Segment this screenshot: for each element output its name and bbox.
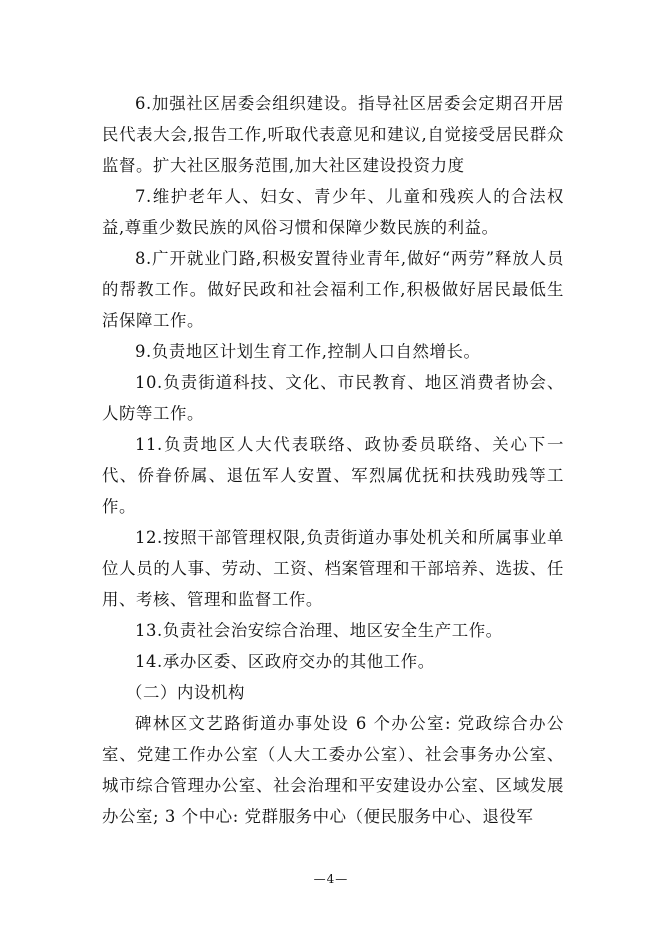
paragraph-item-8: 8.广开就业门路,积极安置待业青年,做好“两劳”释放人员的帮教工作。做好民政和社会福利工作,积极做好居民最低生活保障工作。 [102, 249, 564, 330]
paragraph-item-6: 6.加强社区居委会组织建设。指导社区居委会定期召开居民代表大会,报告工作,听取代表意见和建议,自觉接受居民群众监督。扩大社区服务范围,加大社区建设投资力度 [102, 94, 564, 175]
document-body [102, 88, 564, 832]
paragraph-item-13: 13.负责社会治安综合治理、地区安全生产工作。 [135, 621, 503, 640]
section-heading: （二）内设机构 [126, 683, 245, 702]
section-body-paragraph: 碑林区文艺路街道办事处设 6 个办公室: 党政综合办公室、党建工作办公室（人大工委办公室）、社会事务办公室、城市综合管理办公室、社会治理和平安建设办公室、区域发展办公室; 3 个中心: 党群服务中心（便民服务中心、退役军 [102, 714, 564, 826]
paragraph-item-11: 11.负责地区人大代表联络、政协委员联络、关心下一代、侨眷侨属、退伍军人安置、军烈属优抚和扶残助残等工作。 [102, 435, 564, 516]
paragraph-item-14: 14.承办区委、区政府交办的其他工作。 [135, 652, 435, 671]
paragraph-item-7: 7.维护老年人、妇女、青少年、儿童和残疾人的合法权益,尊重少数民族的风俗习惯和保障少数民族的利益。 [102, 187, 564, 237]
paragraph-item-12: 12.按照干部管理权限,负责街道办事处机关和所属事业单位人员的人事、劳动、工资、档案管理和干部培养、选拔、任用、考核、管理和监督工作。 [102, 528, 564, 609]
paragraph-item-9: 9.负责地区计划生育工作,控制人口自然增长。 [135, 342, 481, 361]
page-number: —4— [313, 872, 349, 886]
paragraph-item-10: 10.负责街道科技、文化、市民教育、地区消费者协会、人防等工作。 [102, 373, 564, 423]
